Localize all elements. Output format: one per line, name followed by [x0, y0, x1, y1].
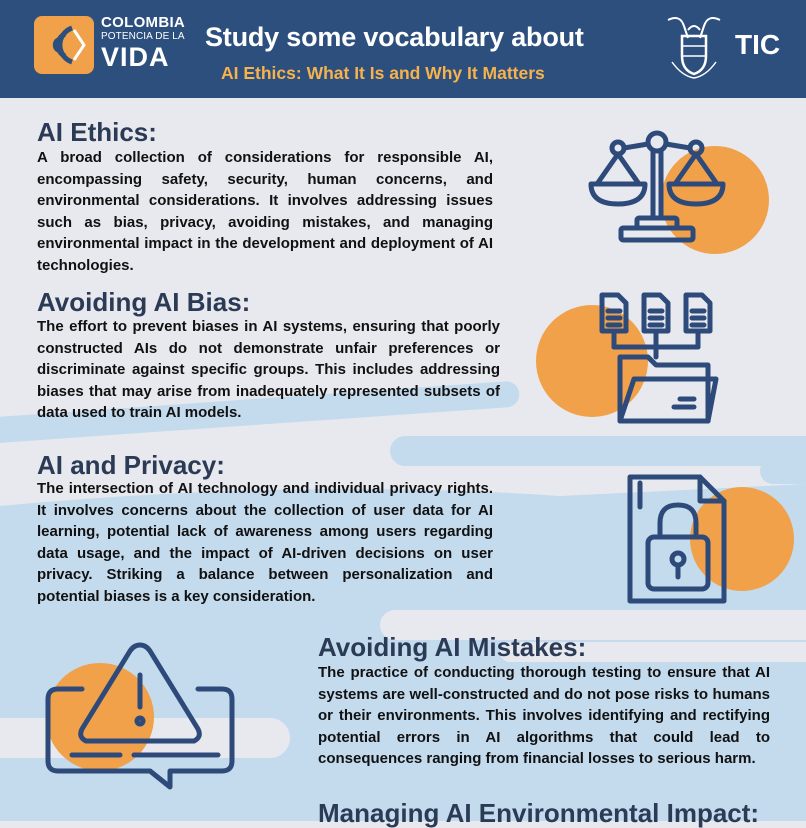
locked-document-icon	[620, 465, 800, 615]
section-heading-avoiding-ai-bias: Avoiding AI Bias:	[37, 287, 251, 317]
section-heading-avoiding-ai-mistakes: Avoiding AI Mistakes:	[318, 632, 587, 662]
section-body-ai-ethics: A broad collection of considerations for responsible AI, encompassing safety, security, human concerns, and environmental considerations. It involves addressing issues such as bias, privacy, avoiding mistakes, and managing environmental impact in the development and deployment of AI technologies.	[37, 149, 493, 274]
section-heading-ai-and-privacy: AI and Privacy:	[37, 450, 225, 480]
warning-message-icon	[30, 635, 250, 815]
section-body-ai-and-privacy: The intersection of AI technology and individual privacy rights. It involves concerns about the collection of user data for AI learning, potential lack of awareness among users regarding data usage, and the impact of AI-driven decisions on user privacy. Striking a balance between personalization and potential biases is a key consideration.	[37, 480, 493, 605]
logo-line-potencia: POTENCIA DE LA	[101, 31, 185, 42]
colombia-logo-text	[101, 15, 185, 71]
balance-scale-icon	[585, 120, 785, 270]
ministry-tic-label: TIC	[735, 29, 781, 60]
colombia-logo-icon	[34, 16, 94, 74]
section-body-avoiding-ai-bias: The effort to prevent biases in AI systems, ensuring that poorly constructed AIs do not demonstrate unfair preferences or discriminate against specific groups. This includes addressing biases that may arise from inadequately represented subsets of data used to train AI models.	[37, 318, 500, 421]
page-title: Study some vocabulary about	[205, 22, 584, 52]
section-heading-ai-ethics: AI Ethics:	[37, 117, 157, 147]
logo-line-colombia: COLOMBIA	[101, 14, 186, 31]
documents-folder-icon	[530, 285, 730, 445]
page-subtitle: AI Ethics: What It Is and Why It Matters	[221, 63, 545, 83]
logo-line-vida: VIDA	[101, 42, 170, 72]
section-body-avoiding-ai-mistakes: The practice of conducting thorough testing to ensure that AI systems are well-constructed and do not pose risks to humans or their environments. This involves identifying and rectifying potential errors in AI algorithms that could lead to consequences ranging from financial losses to serious harm.	[318, 664, 770, 767]
section-heading-managing-ai-environmental-impact: Managing AI Environmental Impact:	[318, 798, 760, 828]
header-banner	[0, 0, 806, 98]
coat-of-arms-icon	[662, 12, 726, 82]
